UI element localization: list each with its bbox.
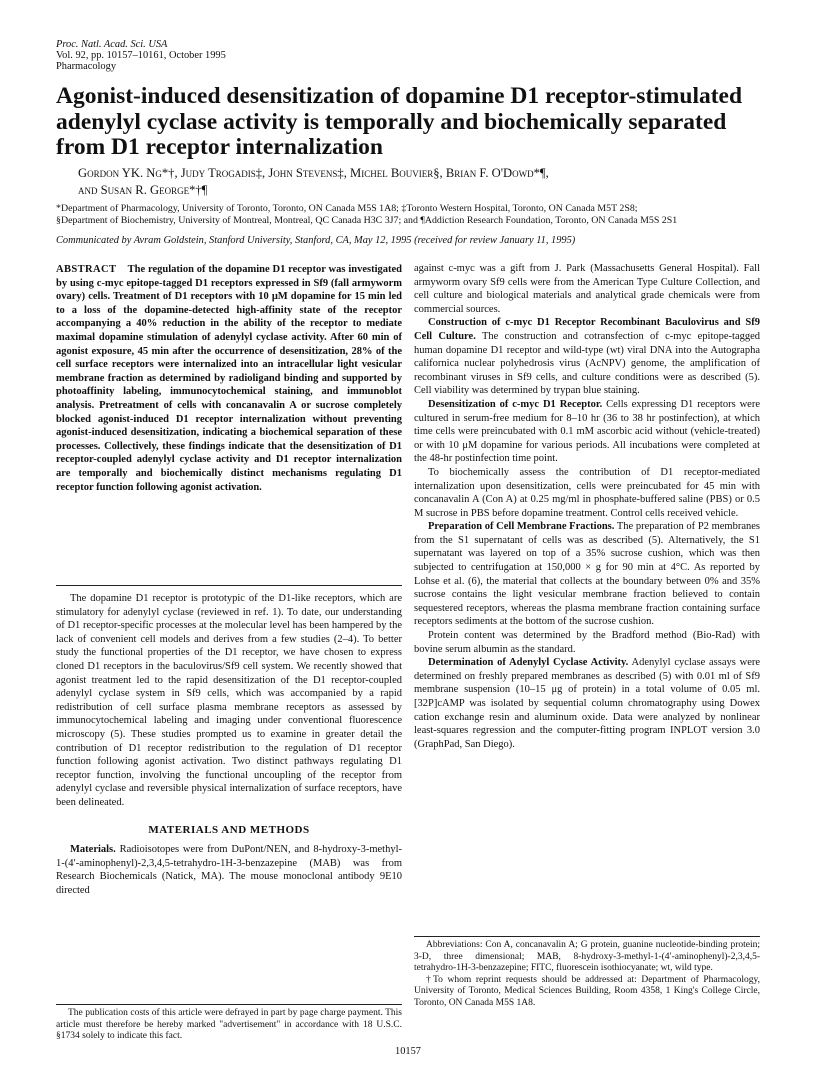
journal-header	[56, 40, 226, 72]
affiliation-line-2: §Department of Biochemistry, University of Montreal, Montreal, QC Canada H3C 3J7; and ¶Addiction Research Foundation, Toronto, ON Canada M5S 2S1	[56, 215, 678, 227]
journal-section: Pharmacology	[56, 60, 117, 72]
abstract-text: The regulation of the dopamine D1 receptor was investigated by using c-myc epitope-tagged D1 receptors expressed in Sf9 (fall armyworm ovary) cells. Treatment of D1 receptors with 10 μM dopamine for 15 min led to a loss of the dopamine-detected high-affinity state of the receptor accompanying a 40% reduction in the ability of the receptor to mediate maximal dopamine stimulation of adenylyl cyclase activity. After 60 min of agonist exposure, 45 min after the occurrence of desensitization, 28% of the cell surface receptors were internalized into an intracellular light vesicular membrane fraction as determined by radioligand binding and supported by photoaffinity labeling, immunocytochemical staining, and immunoblot analysis. Pretreatment of cells with concanavalin A or sucrose completely blocked agonist-induced D1 receptor internalization without preventing agonist-induced desensitization, indicating a biochemical separation of these processes. Collectively, these findings indicate that the desensitization of D1 receptor-coupled adenylyl cyclase activity and D1 receptor internalization are temporally and biochemically distinct mechanisms regulating D1 receptor function following agonist activation.	[56, 264, 403, 493]
publication-costs-footnote	[56, 1008, 402, 1043]
construction-text: The construction and cotransfection of c-myc epitope-tagged human dopamine D1 receptor and wild-type (wt) viral DNA into the Autographa californica nuclear polyhedrosis virus (AcNPV) genome, the amplification of recombinant viruses in Sf9 cells, and culture conditions were as described (5). Cell viability was determined by trypan blue staining.	[414, 330, 761, 397]
cyclase-paragraph	[414, 656, 760, 751]
construction-heading: Construction of c-myc D1 Receptor Recombinant Baculovirus and Sf9 Cell Culture.	[414, 317, 760, 342]
communicated-by: Communicated by Avram Goldstein, Stanford University, Stanford, CA, May 12, 1995 (received for review January 11, 1995)	[56, 235, 576, 246]
abstract-divider	[56, 585, 402, 586]
journal-volume: Vol. 92, pp. 10157–10161, October 1995	[56, 49, 226, 61]
publication-costs-text: The publication costs of this article were defrayed in part by page charge payment. This article must therefore be hereby marked "advertisement" in accordance with 18 U.S.C. §1734 solely to indicate this fact.	[56, 1008, 402, 1042]
affiliations	[56, 203, 776, 227]
intro-paragraph: The dopamine D1 receptor is prototypic of the D1-like receptors, which are stimulatory for adenylyl cyclase (reviewed in ref. 1). To date, our understanding of D1 receptor-specific processes at the molecular level has been hampered by the lack of convenient cell models and derives from a few studies (2–4). To better study the functional properties of the D1 receptor, we have chosen to express cloned D1 receptors in the baculovirus/Sf9 cell system. We recently showed that agonist treatment led to the rapid desensitization of the D1 receptor-coupled adenylyl cyclase system in Sf9 cells, which was accompanied by a rapid redistribution of cell surface plasma membrane receptors as assessed by immunocytochemical labeling and imaging under conventional fluorescence microscopy (5). These studies prompted us to examine in greater detail the contribution of D1 receptor redistribution to the regulation of D1 receptor function following agonist activation. Two distinct pathways regulating D1 receptor function, involving the functional uncoupling of the receptor from adenylyl cyclase and reversible physical internalization of surface receptors, have been delineated.	[56, 593, 402, 808]
membrane-prep-heading: Preparation of Cell Membrane Fractions.	[428, 521, 615, 533]
author-line-1: Gordon YK. Ng*†, Judy Trogadis‡, John Stevens‡, Michel Bouvier§, Brian F. O'Dowd*¶,	[78, 166, 549, 180]
reprints-footnote: †To whom reprint requests should be addressed at: Department of Pharmacology, University of Toronto, Medical Sciences Building, Room 4358, 1 King's College Circle, Toronto, ON Canada M5S 1A8.	[414, 974, 760, 1008]
author-line-2: and Susan R. George*†¶	[78, 183, 208, 197]
biochemical-paragraph: To biochemically assess the contribution of D1 receptor-mediated internalization upon desensitization, cells were preincubated for 45 min with concanavalin A (Con A) at 0.25 mg/ml in phosphate-buffered saline (PBS) or 0.5 M sucrose in PBS before dopamine treatment. Control cells received vehicle.	[414, 466, 760, 519]
affiliation-line-1: *Department of Pharmacology, University of Toronto, Toronto, ON Canada M5S 1A8; ‡Toronto Western Hospital, Toronto, ON Canada M5T 2S8;	[56, 203, 638, 214]
membrane-prep-paragraph	[414, 520, 760, 629]
right-footnotes	[414, 940, 760, 1010]
desensitization-paragraph	[414, 398, 760, 466]
footnote-divider-left	[56, 1004, 402, 1005]
membrane-prep-text: The preparation of P2 membranes from the S1 supernatant of cells was as described (5). Alternatively, the S1 supernatant was layered on top of a 35% sucrose cushion, which was then subjected to centrifugation at 150,000 × g for 90 min at 4°C. As reported by Lohse et al. (6), the material that collects at the boundary between 0% and 35% sucrose contains the light vesicular membrane fraction believed to contain sequestered receptors, whereas the plasma membrane fraction containing surface receptors sediments at the bottom of the sucrose cushion.	[414, 521, 761, 628]
desensitization-heading: Desensitization of c-myc D1 Receptor.	[428, 398, 603, 410]
construction-paragraph	[414, 316, 760, 398]
author-list	[78, 165, 768, 199]
cyclase-text: Adenylyl cyclase assays were determined on freshly prepared membranes as described (5) with 0.01 ml of Sf9 membrane suspension (10–15 μg of protein) in a total volume of 0.05 ml. [32P]cAMP was isolated by sequential column chromatography using Dowex cation exchange resin and aluminum oxide. Data were analyzed by nonlinear least-squares regression and the computer-fitting program INPLOT version 3.0 (GraphPad, San Diego).	[414, 657, 761, 750]
abbreviations-footnote: Abbreviations: Con A, concanavalin A; G protein, guanine nucleotide-binding protein; 3-D, three dimensional; MAB, 8-hydroxy-3-methyl-1-(4′-aminophenyl)-2,3,4,5-tetrahydro-1H-3-benzazepine; FITC, fluorescein isothiocyanate; wt, wild type.	[414, 940, 760, 974]
journal-name: Proc. Natl. Acad. Sci. USA	[56, 39, 168, 50]
left-body	[56, 592, 402, 897]
section-heading-methods: MATERIALS AND METHODS	[148, 823, 310, 836]
article-title: Agonist-induced desensitization of dopamine D1 receptor-stimulated adenylyl cyclase activity is temporally and biochemically separated from D1 receptor internalization	[56, 83, 743, 160]
cyclase-heading: Determination of Adenylyl Cyclase Activity.	[428, 657, 629, 669]
materials-paragraph	[56, 843, 402, 897]
materials-continued: against c-myc was a gift from J. Park (Massachusetts General Hospital). Fall armyworm ovary Sf9 cells were from the American Type Culture Collection, and cell culture and biological materials and analytical grade chemicals were from commercial sources.	[414, 263, 760, 315]
materials-text: Radioisotopes were from DuPont/NEN, and 8-hydroxy-3-methyl-1-(4′-aminophenyl)-2,3,4,5-tetrahydro-1H-3-benzazepine (MAB) was from Research Biochemicals (Natick, MA). The mouse monoclonal antibody 9E10 directed	[56, 844, 403, 896]
materials-heading: Materials.	[70, 844, 116, 856]
page-number: 10157	[395, 1046, 421, 1057]
abstract	[56, 263, 402, 494]
footnote-divider-right	[414, 936, 760, 937]
desensitization-text: Cells expressing D1 receptors were cultured in serum-free medium for 8–10 hr (36 to 38 hr postinfection), at which time cells were preincubated with 0.1 mM ascorbic acid without (vehicle-treated) or with 10 μM dopamine for various periods. All incubations were completed at the 48-hr postinfection time point.	[414, 398, 761, 465]
right-body	[414, 262, 760, 751]
protein-paragraph: Protein content was determined by the Bradford method (Bio-Rad) with bovine serum albumin as the standard.	[414, 630, 760, 655]
abstract-label: ABSTRACT	[56, 264, 117, 275]
